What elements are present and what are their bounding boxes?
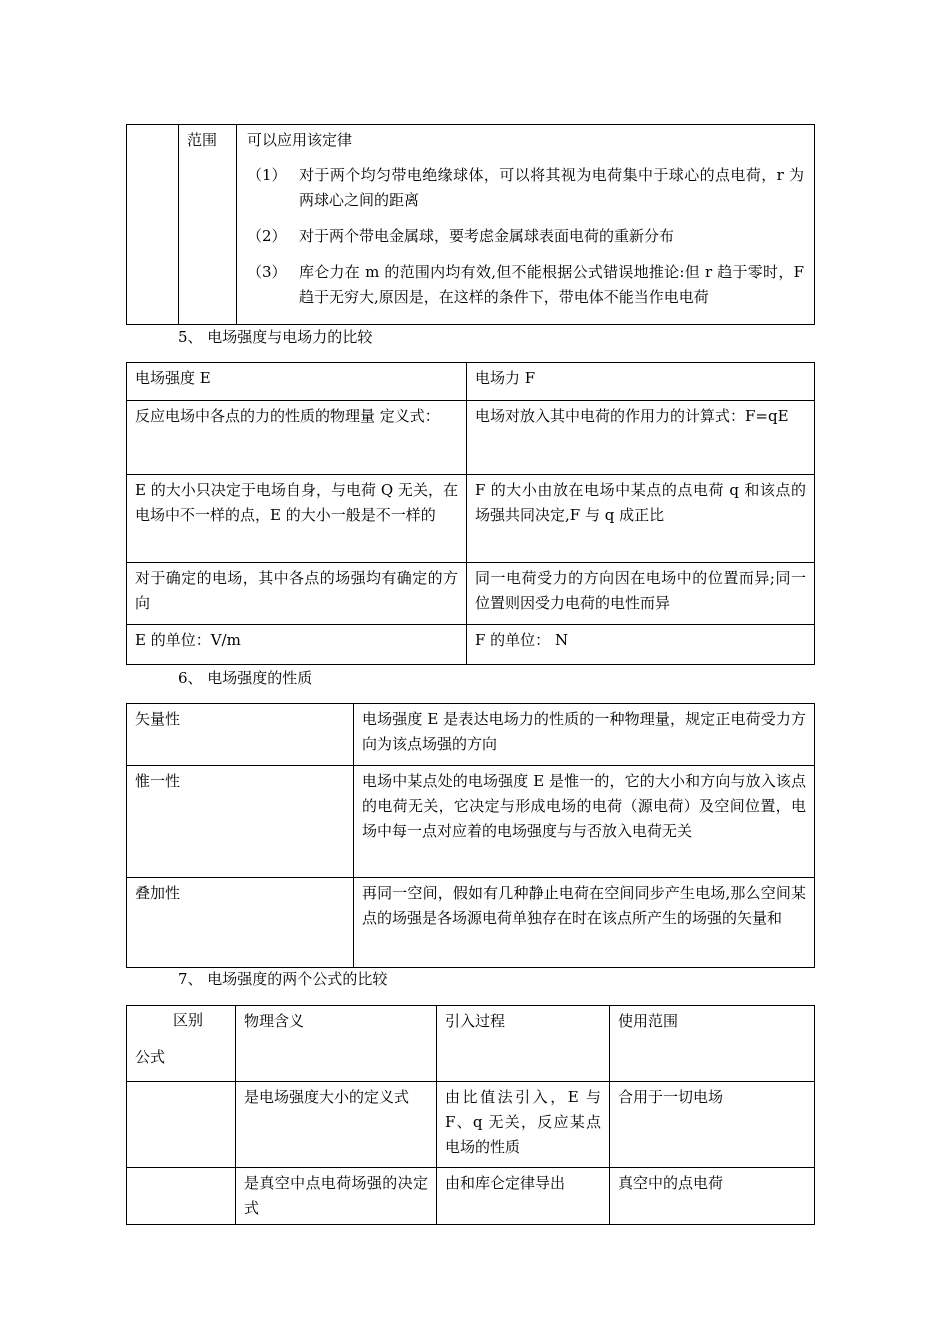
table-cell: 由和库仑定律导出	[437, 1168, 610, 1225]
table-cell: 由比值法引入，E 与 F、q 无关，反应某点电场的性质	[437, 1082, 610, 1168]
table-cell: 合用于一切电场	[610, 1082, 815, 1168]
range-table	[126, 124, 815, 325]
table-cell: 是电场强度大小的定义式	[236, 1082, 437, 1168]
table-cell: 反应电场中各点的力的性质的物理量 定义式：	[127, 401, 467, 475]
range-label: 范围	[179, 125, 237, 325]
item-number: （2）	[247, 227, 287, 245]
formula-cell	[127, 1168, 236, 1225]
section6-heading: 6、 电场强度的性质	[178, 669, 313, 687]
property-desc: 电场强度 E 是表达电场力的性质的一种物理量，规定正电荷受力方向为该点场强的方向	[354, 704, 815, 766]
property-desc: 再同一空间，假如有几种静止电荷在空间同步产生电场,那么空间某点的场强是各场源电荷单独存在时在该点所产生的场强的矢量和	[354, 878, 815, 968]
section7-table	[126, 1005, 815, 1225]
table-cell: E 的大小只决定于电场自身，与电荷 Q 无关，在电场中不一样的点，E 的大小一般是不一样的	[127, 475, 467, 563]
corner-cell	[127, 1006, 236, 1082]
table-cell: F 的大小由放在电场中某点的点电荷 q 和该点的场强共同决定,F 与 q 成正比	[467, 475, 815, 563]
header-cell: 电场强度 E	[127, 363, 467, 401]
range-content	[237, 125, 815, 325]
section6-table	[126, 703, 815, 968]
section5-heading: 5、 电场强度与电场力的比较	[178, 328, 373, 346]
range-item	[247, 163, 804, 213]
empty-cell	[127, 125, 179, 325]
range-intro: 可以应用该定律	[247, 131, 353, 149]
header-cell: 电场力 F	[467, 363, 815, 401]
item-number: （1）	[247, 166, 287, 184]
property-desc: 电场中某点处的电场强度 E 是惟一的，它的大小和方向与放入该点的电荷无关，它决定与形成电场的电荷（源电荷）及空间位置，电场中每一点对应着的电场强度与与否放入电荷无关	[354, 766, 815, 878]
corner-bottom: 公式	[135, 1048, 166, 1066]
range-item	[247, 260, 804, 310]
property-name: 叠加性	[127, 878, 354, 968]
corner-top: 区别	[173, 1011, 204, 1029]
section7-heading: 7、 电场强度的两个公式的比较	[178, 970, 388, 988]
section5-table	[126, 362, 815, 665]
header-cell: 物理含义	[236, 1006, 437, 1082]
table-cell: 真空中的点电荷	[610, 1168, 815, 1225]
property-name: 惟一性	[127, 766, 354, 878]
item-text: 对于两个带电金属球，要考虑金属球表面电荷的重新分布	[299, 227, 675, 245]
table-cell: 电场对放入其中电荷的作用力的计算式：F=qE	[467, 401, 815, 475]
table-cell: 对于确定的电场，其中各点的场强均有确定的方向	[127, 563, 467, 625]
table-cell: 同一电荷受力的方向因在电场中的位置而异;同一位置则因受力电荷的电性而异	[467, 563, 815, 625]
table-cell: E 的单位：V/m	[127, 625, 467, 665]
item-text: 对于两个均匀带电绝缘球体，可以将其视为电荷集中于球心的点电荷，r 为两球心之间的距离	[299, 166, 804, 209]
header-cell: 引入过程	[437, 1006, 610, 1082]
formula-cell	[127, 1082, 236, 1168]
range-item	[247, 224, 804, 249]
item-number: （3）	[247, 263, 287, 281]
header-cell: 使用范围	[610, 1006, 815, 1082]
table-cell: 是真空中点电荷场强的决定式	[236, 1168, 437, 1225]
item-text: 库仑力在 m 的范围内均有效,但不能根据公式错误地推论:但 r 趋于零时，F 趋于无穷大,原因是，在这样的条件下，带电体不能当作电电荷	[299, 263, 804, 306]
table-cell: F 的单位： N	[467, 625, 815, 665]
property-name: 矢量性	[127, 704, 354, 766]
